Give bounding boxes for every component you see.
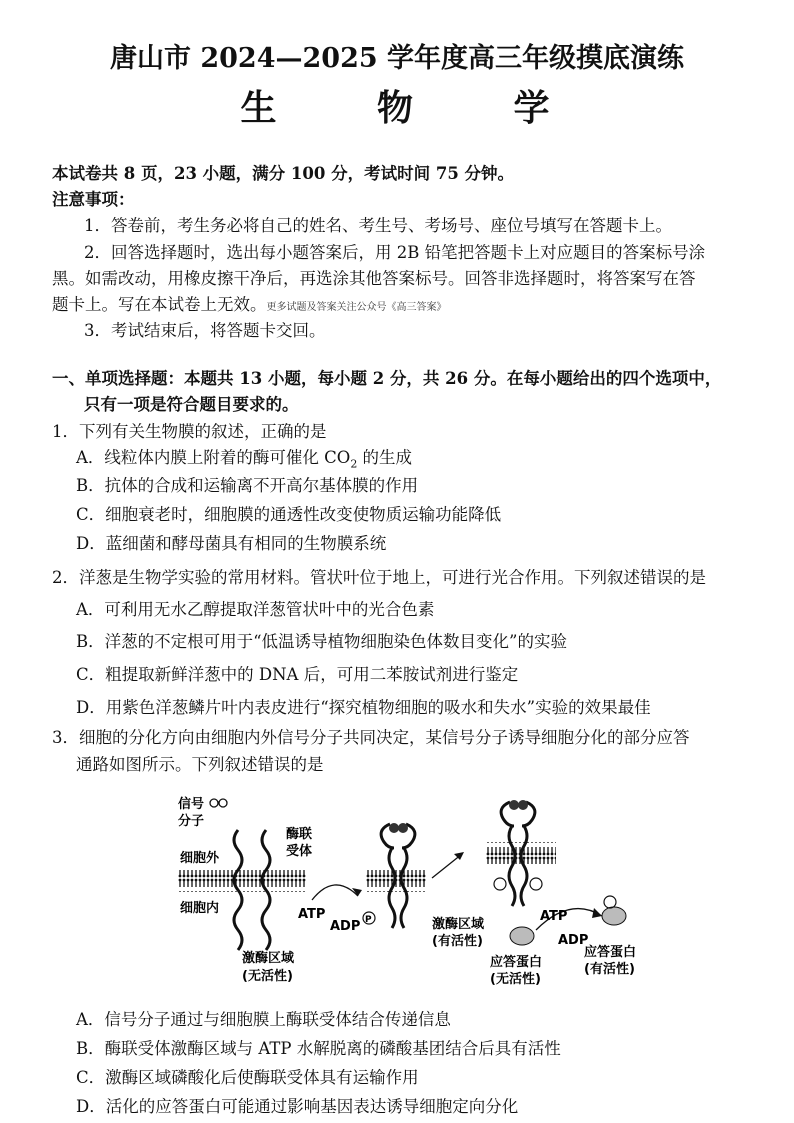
- phosphate-icon: [604, 896, 616, 908]
- kinase-active-label: 激酶区域: [432, 917, 485, 932]
- question-2-option-a: A．可利用无水乙醇提取洋葱管状叶中的光合色素: [76, 600, 435, 619]
- exam-title: 唐山市 2024—2025 学年度高三年级摸底演练: [109, 43, 685, 74]
- receptor-label-2: 受体: [286, 844, 313, 859]
- receptor-chain: [521, 826, 527, 906]
- option-a-text: A．线粒体内膜上附着的酶可催化 CO: [76, 448, 351, 467]
- question-1-option-c: C．细胞衰老时，细胞膜的通透性改变使物质运输功能降低: [76, 505, 502, 524]
- response-protein-inactive: [510, 927, 534, 945]
- response-inactive-label-2: (无活性): [490, 972, 541, 987]
- arrow-head: [592, 908, 602, 918]
- question-3-option-d: D．活化的应答蛋白可能通过影响基因表达诱导细胞定向分化: [76, 1097, 519, 1116]
- question-2-stem: 2．洋葱是生物学实验的常用材料。管状叶位于地上，可进行光合作用。下列叙述错误的是: [52, 568, 706, 587]
- note-1: 1．答卷前，考生务必将自己的姓名、考生号、考场号、座位号填写在答题卡上。: [84, 216, 672, 235]
- note-2-end-text: 题卡上。写在本试卷上无效。: [52, 295, 267, 314]
- signal-molecule: [219, 799, 227, 807]
- response-active-label-1: 应答蛋白: [584, 945, 637, 960]
- active-label: (有活性): [432, 934, 483, 949]
- notice-label: 注意事项：: [52, 190, 135, 209]
- note-3: 3．考试结束后，将答题卡交回。: [84, 321, 326, 340]
- adp-label-2: ADP: [558, 933, 589, 948]
- cell-membrane: [178, 870, 306, 892]
- phosphate-icon: [530, 878, 542, 890]
- subscript: 2: [350, 457, 358, 471]
- note-2-end: [52, 291, 447, 315]
- question-3-option-a: A．信号分子通过与细胞膜上酶联受体结合传递信息: [76, 1010, 451, 1029]
- reaction-arrow: [432, 854, 462, 878]
- signal-molecule: [389, 823, 399, 833]
- exam-summary: 本试卷共 8 页，23 小题，满分 100 分，考试时间 75 分钟。: [52, 164, 515, 183]
- atp-label-1: ATP: [298, 907, 326, 922]
- note-2: 2．回答选择题时，选出每小题答案后，用 2B 铅笔把答题卡上对应题目的答案标号涂: [84, 243, 706, 262]
- question-2-option-b: B．洋葱的不定根可用于“低温诱导植物细胞染色体数目变化”的实验: [76, 632, 567, 651]
- question-3-stem-1: 3．细胞的分化方向由细胞内外信号分子共同决定，某信号分子诱导细胞分化的部分应答: [52, 728, 690, 747]
- adp-label-1: ADP: [330, 919, 361, 934]
- signal-label-2: 分子: [178, 814, 205, 829]
- question-3-stem-2: 通路如图所示。下列叙述错误的是: [76, 755, 324, 774]
- question-3-option-c: C．激酶区域磷酸化后使酶联受体具有运输作用: [76, 1068, 419, 1087]
- signal-molecule: [398, 823, 408, 833]
- question-2-option-c: C．粗提取新鲜洋葱中的 DNA 后，可用二苯胺试剂进行鉴定: [76, 665, 519, 684]
- question-2-option-d: D．用紫色洋葱鳞片叶内表皮进行“探究植物细胞的吸水和失水”实验的效果最佳: [76, 698, 651, 717]
- section-heading-2: 只有一项是符合题目要求的。: [84, 395, 299, 414]
- response-active-label-2: (有活性): [584, 962, 635, 977]
- signal-pathway-figure: [170, 790, 690, 990]
- atp-label-2: ATP: [540, 909, 568, 924]
- signal-molecule: [210, 799, 218, 807]
- question-1-stem: 1．下列有关生物膜的叙述，正确的是: [52, 422, 327, 441]
- kinase-label: 激酶区域: [242, 951, 295, 966]
- signal-label-1: 信号: [178, 797, 205, 812]
- response-protein-active: [602, 907, 626, 925]
- response-inactive-label-1: 应答蛋白: [490, 955, 543, 970]
- signal-molecule: [518, 800, 528, 810]
- inside-label: 细胞内: [180, 901, 220, 916]
- phosphate-icon: [494, 878, 506, 890]
- receptor-chain: [509, 826, 515, 906]
- subject-title: 生 物 学: [240, 87, 594, 129]
- note-2-cont: 黑。如需改动，用橡皮擦干净后，再选涂其他答案标号。回答非选择题时，将答案写在答: [52, 269, 696, 288]
- watermark-note: 更多试题及答案关注公众号《高三答案》: [266, 302, 447, 313]
- inactive-label: (无活性): [242, 969, 293, 984]
- phosphate-symbol: P: [365, 915, 372, 925]
- question-1-option-b: B．抗体的合成和运输离不开高尔基体膜的作用: [76, 476, 419, 495]
- outside-label: 细胞外: [180, 851, 220, 866]
- question-1-option-a: [76, 444, 412, 470]
- question-3-option-b: B．酶联受体激酶区域与 ATP 水解脱离的磷酸基团结合后具有活性: [76, 1039, 561, 1058]
- option-a-tail: 的生成: [357, 448, 413, 467]
- signal-molecule: [509, 800, 519, 810]
- reaction-arrow: [312, 885, 358, 900]
- question-1-option-d: D．蓝细菌和酵母菌具有相同的生物膜系统: [76, 534, 387, 553]
- receptor-label-1: 酶联: [286, 827, 313, 842]
- section-heading-1: 一、单项选择题：本题共 13 小题，每小题 2 分，共 26 分。在每小题给出的四个选项中，: [52, 369, 722, 388]
